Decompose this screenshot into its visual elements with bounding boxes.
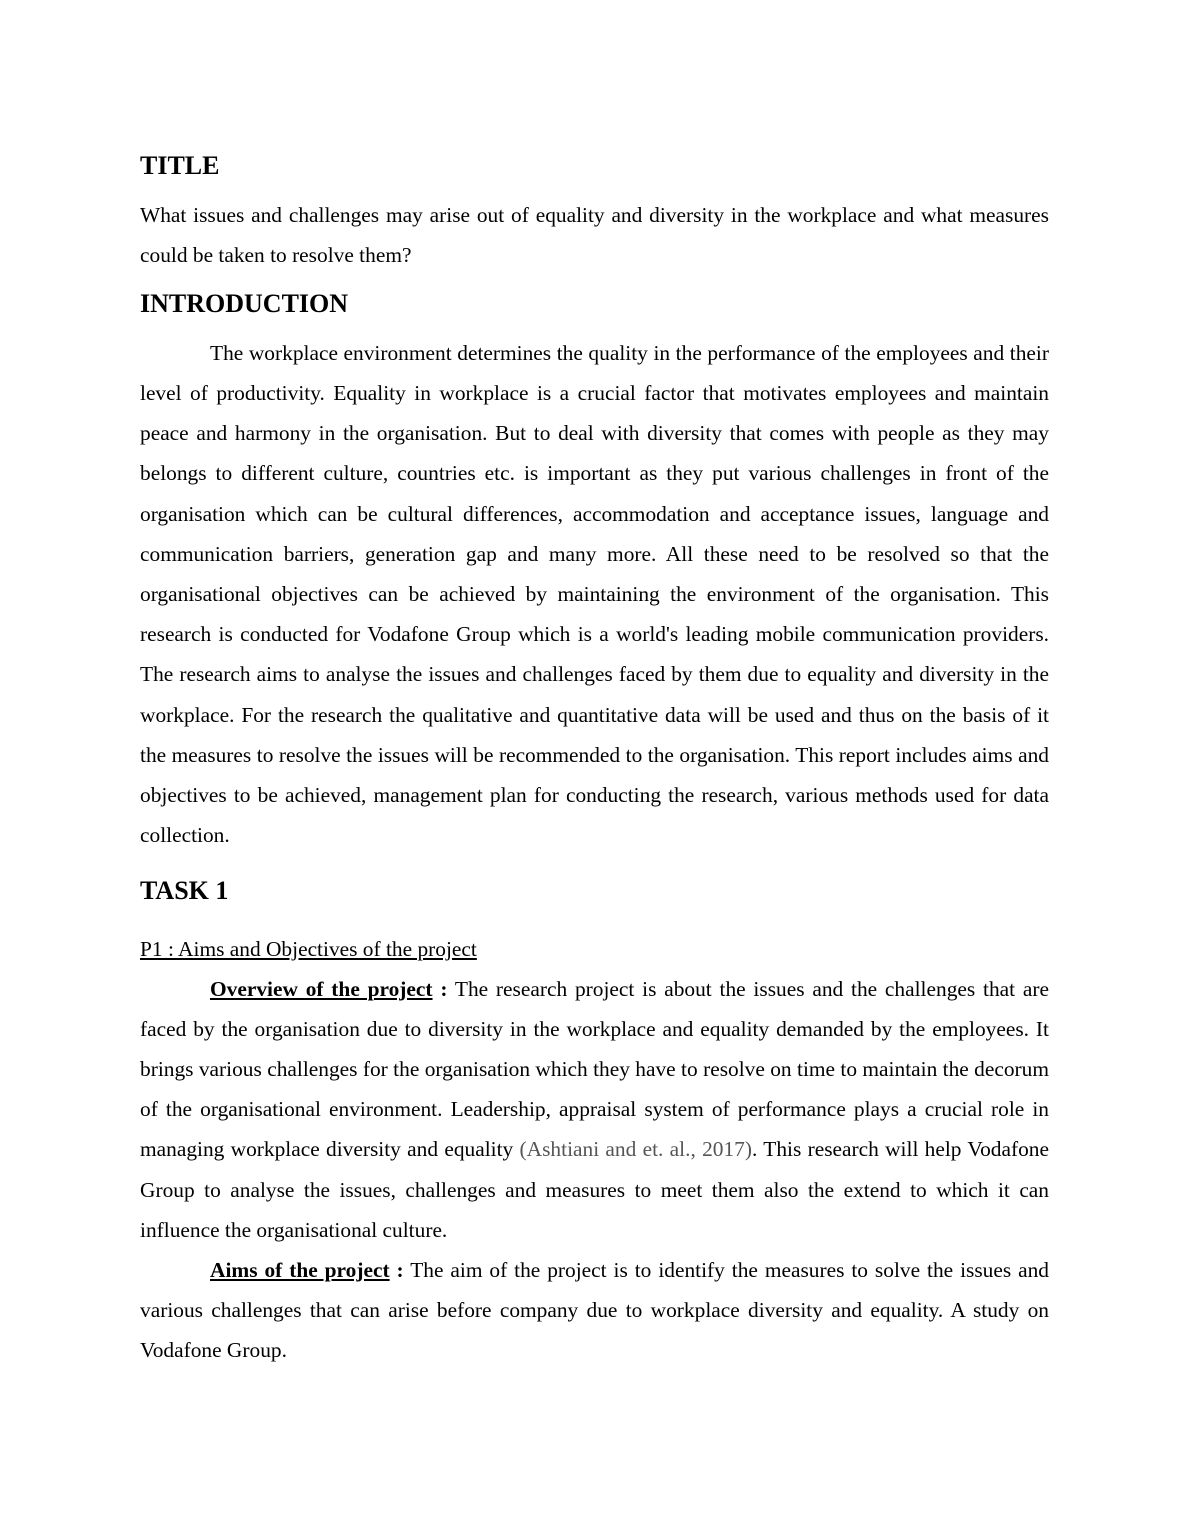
aims-label: Aims of the project [210,1258,390,1283]
p1-subheading: P1 : Aims and Objectives of the project [140,936,477,961]
overview-text-end: . This research will help Vodafone Group to analyse the issues, challenges and measures to meet them also the extend to which it can influence the organisational culture. [140,1137,1049,1242]
aims-colon: : [389,1258,404,1283]
introduction-paragraph: The workplace environment determines the quality in the performance of the employees and their level of productivity. Equality in workplace is a crucial factor that motivates employees and maintain peace and harmony in the organisation. But to deal with diversity that comes with people as they may belongs to different culture, countries etc. is important as they put various challenges in front of the organisation which can be cultural differences, accommodation and acceptance issues, language and communication barriers, generation gap and many more. All these need to be resolved so that the organisational objectives can be achieved by maintaining the environment of the organisation. This research is conducted for Vodafone Group which is a world's leading mobile communication providers. The research aims to analyse the issues and challenges faced by them due to equality and diversity in the workplace. For the research the qualitative and quantitative data will be used and thus on the basis of it the measures to resolve the issues will be recommended to the organisation. This report includes aims and objectives to be achieved, management plan for conducting the research, various methods used for data collection. [140,340,1049,848]
aims-text: The aim of the project is to identify the measures to solve the issues and various challenges that can arise before company due to workplace diversity and equality. A study on Vodafone Group. [140,1258,1050,1363]
task1-heading: TASK 1 [140,876,229,906]
overview-text: The research project is about the issues and the challenges that are faced by the organisation due to diversity in the workplace and equality demanded by the employees. It brings various challenges for the organisation which they have to resolve on time to maintain the decorum of the organisational environment. Leadership, appraisal system of performance plays a crucial role in managing workplace diversity and equality [140,976,1049,1162]
introduction-heading: INTRODUCTION [140,288,349,318]
title-heading: TITLE [140,151,220,180]
overview-colon: : [432,976,448,1001]
document-page [140,150,1049,1371]
overview-citation: (Ashtiani and et. al., 2017) [519,1137,753,1162]
title-question: What issues and challenges may arise out of equality and diversity in the workplace and what measures could be taken to resolve them? [140,203,1049,268]
overview-paragraph [140,969,1049,1250]
aims-paragraph [140,1250,1049,1371]
overview-label: Overview of the project [210,976,433,1001]
